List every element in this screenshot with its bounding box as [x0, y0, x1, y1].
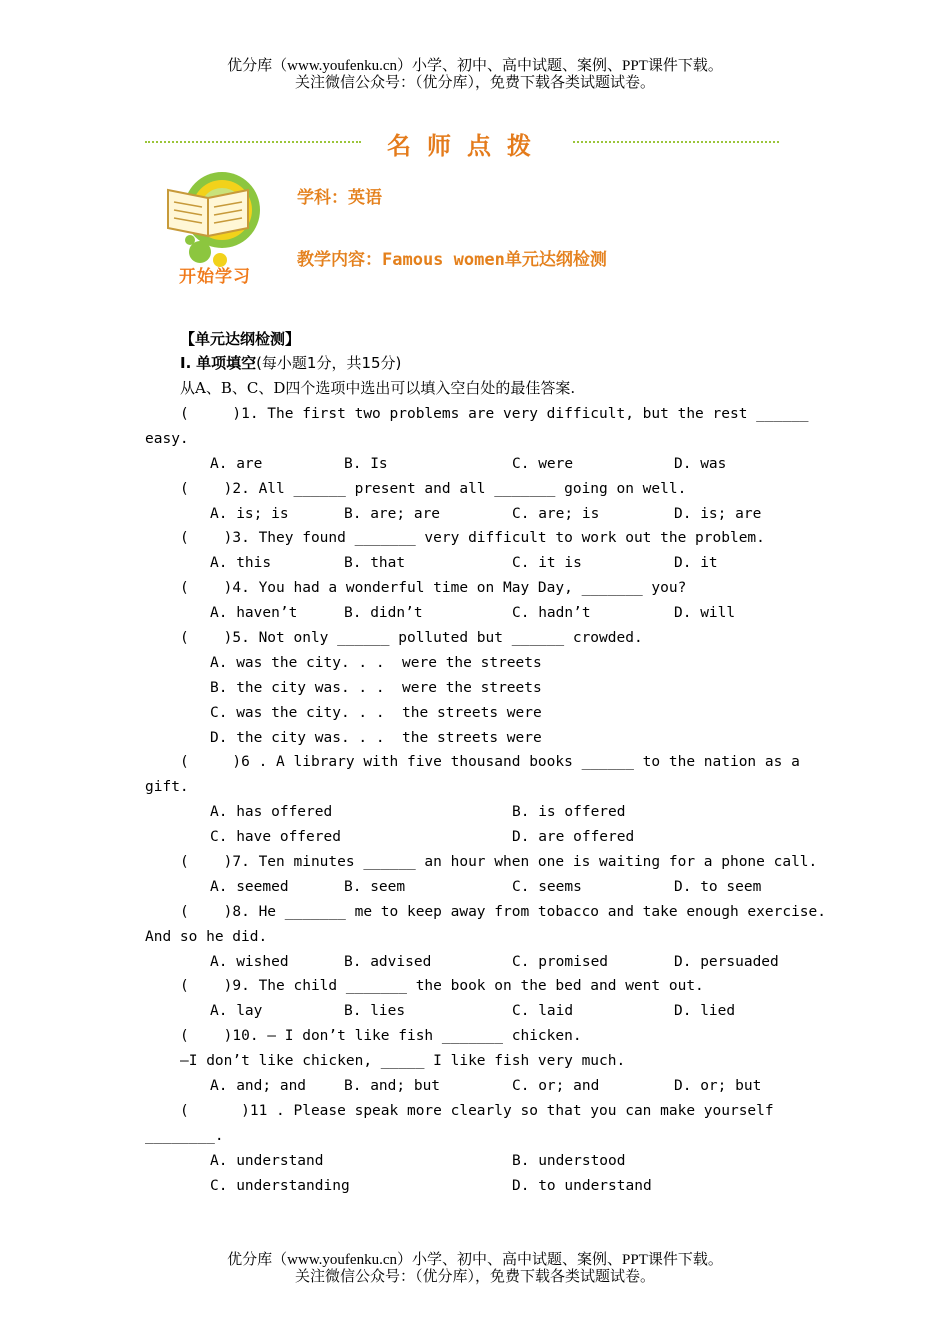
- question-list: [145, 402, 827, 1199]
- option: D. was: [674, 455, 727, 472]
- question-10-reply: —I don’t like chicken, _____ I like fish very much.: [180, 1053, 626, 1070]
- question-11-options-row-2: [145, 1174, 807, 1199]
- option: A. has offered: [210, 804, 333, 821]
- question-10-options: [145, 1074, 807, 1099]
- question-2: ( )2. All ______ present and all _______ going on well.: [180, 480, 687, 497]
- option: B. and; but: [344, 1078, 441, 1095]
- question-11-cont: ________.: [145, 1127, 224, 1144]
- option: C. laid: [512, 1003, 574, 1020]
- option: D. lied: [674, 1003, 736, 1020]
- question-6: ( )6 . A library with five thousand books ______ to the nation as a: [180, 754, 800, 771]
- option: D. the city was. . . the streets were: [210, 729, 542, 746]
- question-9: ( )9. The child _______ the book on the bed and went out.: [180, 978, 704, 995]
- option: B. Is: [344, 455, 388, 472]
- option: A. are: [210, 455, 263, 472]
- option: C. have offered: [210, 829, 341, 846]
- banner-divider-right: [573, 141, 779, 143]
- page-header: [0, 58, 950, 92]
- question-5: ( )5. Not only ______ polluted but ______ crowded.: [180, 630, 643, 647]
- option: C. hadn’t: [512, 605, 591, 622]
- option: C. it is: [512, 555, 582, 572]
- option: B. lies: [344, 1003, 406, 1020]
- question-11-options-row-1: [145, 1149, 807, 1174]
- question-1-options: [145, 452, 807, 477]
- option: A. haven’t: [210, 605, 298, 622]
- question-7-options: [145, 875, 807, 900]
- question-6-cont: gift.: [145, 779, 189, 796]
- option: A. this: [210, 555, 272, 572]
- question-3-options: [145, 551, 807, 576]
- question-6-options-row-1: [145, 800, 807, 825]
- option: C. promised: [512, 953, 609, 970]
- option: A. wished: [210, 953, 289, 970]
- option: A. lay: [210, 1003, 263, 1020]
- question-2-options: [145, 502, 807, 527]
- option: B. advised: [344, 953, 432, 970]
- banner-title: 名师点拨: [387, 131, 547, 160]
- question-8-cont: And so he did.: [145, 928, 268, 945]
- option: C. or; and: [512, 1078, 600, 1095]
- subject-label: 学科：英语: [297, 188, 382, 208]
- option: B. didn’t: [344, 605, 423, 622]
- option: D. are offered: [512, 829, 635, 846]
- part-note: (每小题1分，共15分): [256, 354, 402, 372]
- option: A. seemed: [210, 878, 289, 895]
- option: A. was the city. . . were the streets: [210, 654, 542, 671]
- question-1: ( )1. The first two problems are very difficult, but the rest ______: [180, 406, 809, 422]
- question-4: ( )4. You had a wonderful time on May Day, _______ you?: [180, 580, 687, 597]
- question-10: ( )10. — I don’t like fish _______ chicken.: [180, 1028, 582, 1045]
- question-8-options: [145, 950, 807, 975]
- option: B. is offered: [512, 804, 626, 821]
- part-title: [180, 352, 401, 373]
- question-1-cont: easy.: [145, 430, 189, 447]
- option: C. are; is: [512, 505, 600, 522]
- option: D. persuaded: [674, 953, 779, 970]
- question-9-options: [145, 999, 807, 1024]
- option: B. that: [344, 555, 406, 572]
- option: C. understanding: [210, 1177, 350, 1194]
- question-8: ( )8. He _______ me to keep away from tobacco and take enough exercise.: [180, 903, 827, 920]
- footer-line-1: 优分库（www.youfenku.cn）小学、初中、高中试题、案例、PPT课件下载。: [227, 1252, 723, 1268]
- option: C. was the city. . . the streets were: [210, 704, 542, 721]
- option: D. or; but: [674, 1078, 762, 1095]
- question-4-options: [145, 601, 807, 626]
- content-label: 教学内容：Famous women单元达纲检测: [297, 250, 607, 270]
- banner-divider-left: [145, 141, 361, 143]
- part-name: 单项填空: [196, 354, 257, 372]
- header-line-2: 关注微信公众号：（优分库），免费下载各类试题试卷。: [294, 75, 655, 91]
- option: B. understood: [512, 1152, 626, 1169]
- option: B. are; are: [344, 505, 441, 522]
- question-7: ( )7. Ten minutes ______ an hour when one is waiting for a phone call.: [180, 854, 818, 871]
- instruction: 从A、B、C、D四个选项中选出可以填入空白处的最佳答案.: [180, 379, 576, 397]
- option: B. the city was. . . were the streets: [210, 679, 542, 696]
- part-number: Ⅰ.: [180, 354, 192, 372]
- option: A. is; is: [210, 505, 289, 522]
- option: D. to understand: [512, 1177, 652, 1194]
- page-footer: [0, 1252, 950, 1286]
- option: D. is; are: [674, 505, 762, 522]
- option: A. and; and: [210, 1078, 307, 1095]
- logo-text: 开始学习: [179, 267, 251, 287]
- option: C. seems: [512, 878, 582, 895]
- header-line-1: 优分库（www.youfenku.cn）小学、初中、高中试题、案例、PPT课件下载。: [227, 58, 723, 74]
- section-title: 【单元达纲检测】: [180, 330, 301, 348]
- option: D. it: [674, 555, 718, 572]
- option: D. will: [674, 605, 736, 622]
- question-3: ( )3. They found _______ very difficult to work out the problem.: [180, 530, 765, 547]
- question-11: ( )11 . Please speak more clearly so that you can make yourself: [180, 1102, 774, 1119]
- question-6-options-row-2: [145, 825, 807, 850]
- footer-line-2: 关注微信公众号：（优分库），免费下载各类试题试卷。: [294, 1269, 655, 1285]
- option: B. seem: [344, 878, 406, 895]
- option: A. understand: [210, 1152, 324, 1169]
- banner: [145, 126, 779, 158]
- option: D. to seem: [674, 878, 762, 895]
- option: C. were: [512, 455, 574, 472]
